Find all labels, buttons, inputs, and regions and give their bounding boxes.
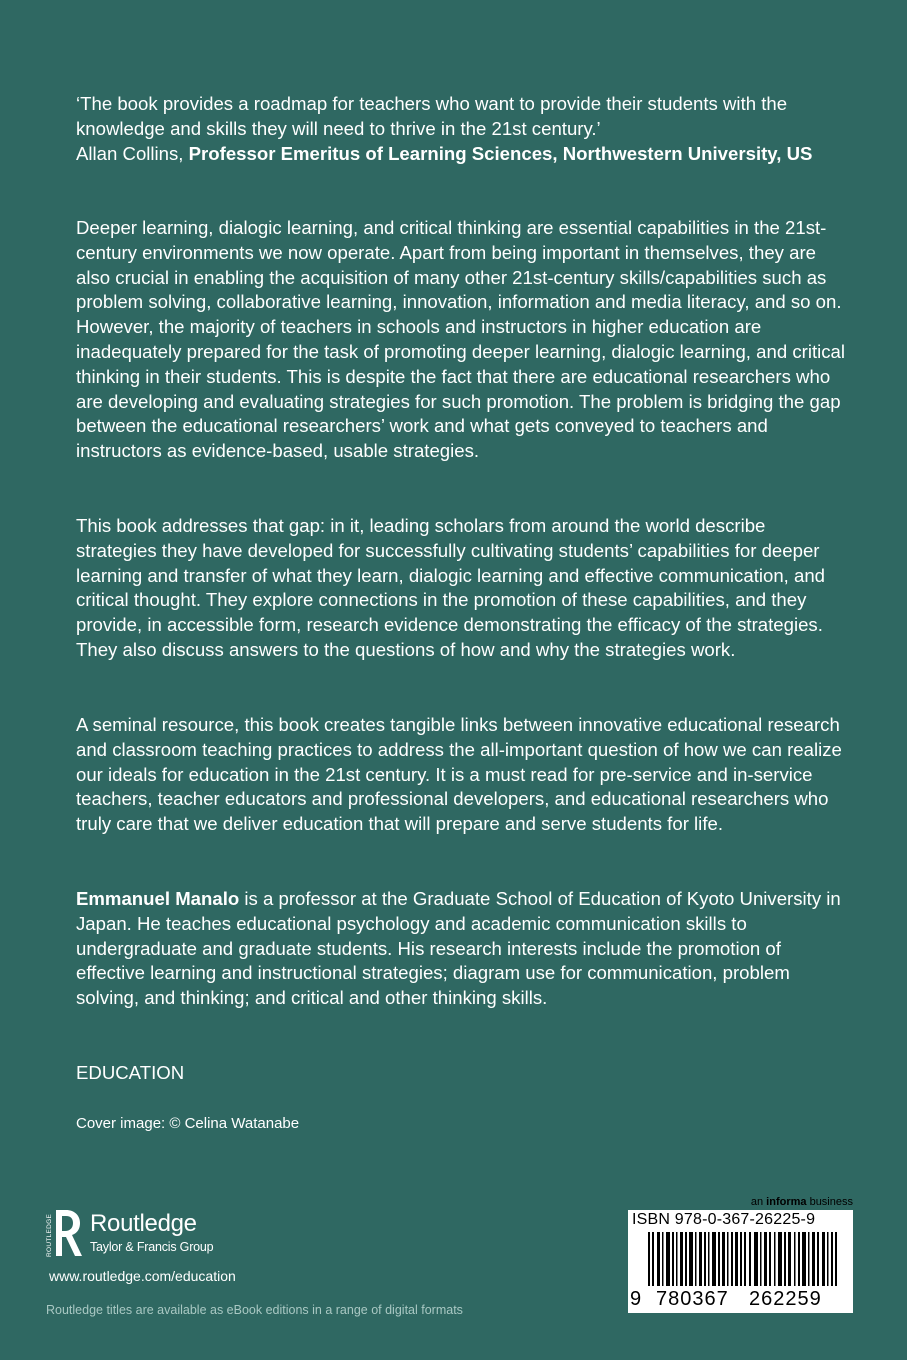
- ebook-note: Routledge titles are available as eBook editions in a range of digital formats: [46, 1303, 463, 1317]
- informa-prefix: an: [750, 1196, 767, 1208]
- description-paragraph-2: This book addresses that gap: in it, leading scholars from around the world describe strategies they have developed for successfully cultivating students’ capabilities for deeper learning and transfer of what they learn, dialogic learning and effective communication, and critical thought. They explore connections in the promotion of these capabilities, and they provide, in accessible form, research evidence demonstrating the efficacy of the strategies. They also discuss answers to the questions of how and why the strategies work.: [76, 515, 826, 660]
- isbn-barcode: [628, 1210, 853, 1313]
- informa-brand: informa: [766, 1196, 807, 1208]
- author-bio: [76, 887, 846, 1011]
- informa-business-tag: [720, 1195, 853, 1209]
- quote-text: ‘The book provides a roadmap for teachers who want to provide their students with the knowledge and skills they will need to thrive in the 21st century.’: [76, 93, 788, 139]
- quote-author: Allan Collins,: [76, 142, 184, 164]
- publisher-group: Taylor & Francis Group: [90, 1240, 214, 1254]
- author-name: Emmanuel Manalo: [76, 888, 240, 909]
- informa-suffix: business: [806, 1196, 853, 1208]
- endorsement-quote: [76, 92, 846, 166]
- routledge-r-icon: [44, 1208, 84, 1258]
- barcode-digit-group-2: 262259: [749, 1288, 822, 1310]
- description-paragraph-1: Deeper learning, dialogic learning, and critical thinking are essential capabilities in the 21st-century environments we now operate. Apart from being important in themselves, they are also crucial in enabling the acquisition of many other 21st-century skills/capabilities such as problem solving, collaborative learning, innovation, information and media literacy, and so on. However, the majority of teachers in schools and instructors in higher education are inadequately prepared for the task of promoting deeper learning, dialogic learning, and critical thinking in their students. This is despite the fact that there are educational researchers who are developing and evaluating strategies for such promotion. The problem is bridging the gap between the educational researchers’ work and what gets conveyed to teachers and instructors as evidence-based, usable strategies.: [76, 217, 846, 462]
- barcode-digits: [628, 1286, 853, 1312]
- cover-credit: Cover image: © Celina Watanabe: [76, 1115, 300, 1132]
- subject-category: EDUCATION: [76, 1062, 185, 1083]
- publisher-name: Routledge: [90, 1210, 197, 1237]
- publisher-logo: [44, 1208, 244, 1258]
- barcode-lead-digit: 9: [630, 1288, 643, 1310]
- barcode-digit-group-1: 780367: [656, 1288, 729, 1310]
- isbn-label: ISBN 978-0-367-26225-9: [632, 1211, 816, 1228]
- routledge-vertical-wordmark: ROUTLEDGE: [46, 1213, 53, 1257]
- quote-affiliation: Professor Emeritus of Learning Sciences, Northwestern University, US: [188, 142, 813, 164]
- description-paragraph-3: A seminal resource, this book creates tangible links between innovative educational research and classroom teaching practices to address the all-important question of how we can realize our ideals for education in the 21st century. It is a must read for pre-service and in-service teachers, teacher educators and professional developers, and educational researchers who truly care that we deliver education that will prepare and serve students for life.: [76, 714, 842, 835]
- author-bio-text: is a professor at the Graduate School of Education of Kyoto University in Japan. He teaches educational psychology and academic communication skills to undergraduate and graduate students. His research interests include the promotion of effective learning and instructional strategies; diagram use for communication, problem solving, and thinking; and critical and other thinking skills.: [76, 888, 841, 1009]
- publisher-website-link[interactable]: www.routledge.com/education: [49, 1268, 236, 1284]
